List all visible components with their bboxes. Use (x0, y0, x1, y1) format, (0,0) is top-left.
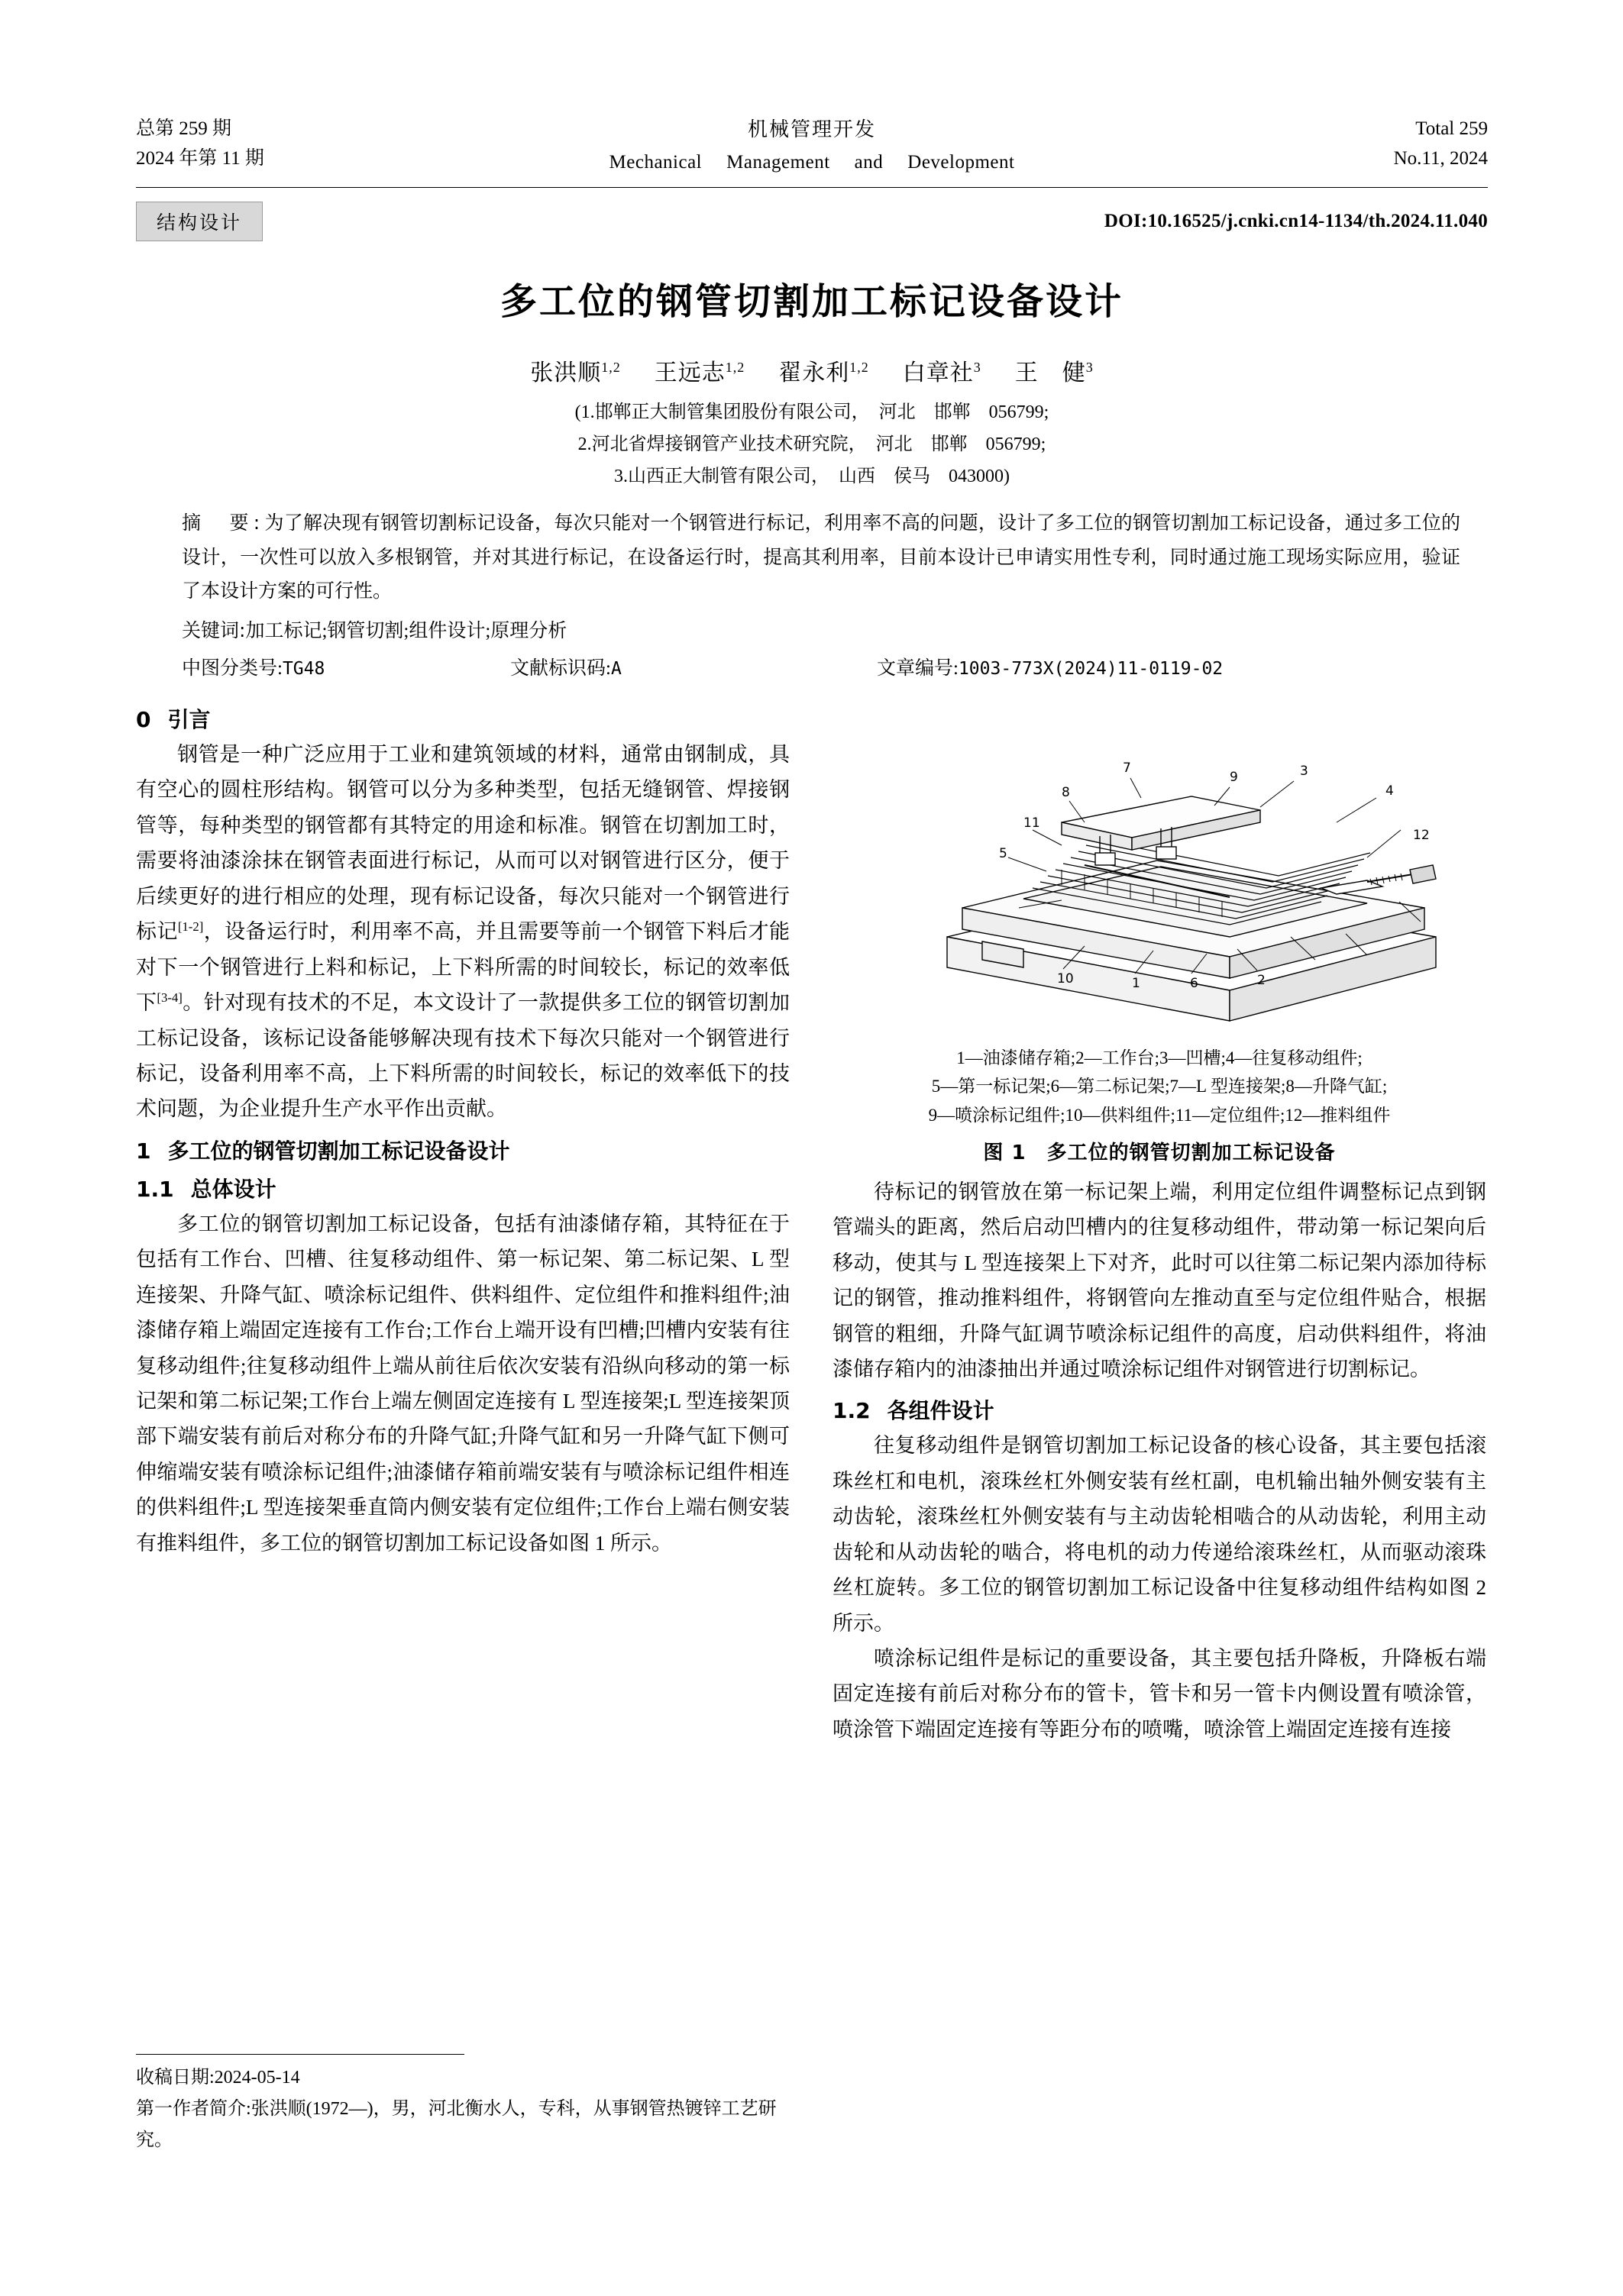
paragraph-overall-design: 多工位的钢管切割加工标记设备，包括有油漆储存箱，其特征在于包括有工作台、凹槽、往复移动组件、第一标记架、第二标记架、L 型连接架、升降气缸、喷涂标记组件、供料组件、定位组件和推料组件;油漆储存箱上端固定连接有工作台;工作台上端开设有凹槽;凹槽内安装有往复移动组件;往复移动组件上端从前往后依次安装有沿纵向移动的第一标记架和第二标记架;工作台上端左侧固定连接有 L 型连接架;L 型连接架顶部下端安装有前后对称分布的升降气缸;升降气缸和另一升降气缸下侧可伸缩端安装有喷涂标记组件;油漆储存箱前端安装有与喷涂标记组件相连的供料组件;L 型连接架垂直筒内侧安装有定位组件;工作台上端右侧安装有推料组件，多工位的钢管切割加工标记设备如图 1 所示。 (136, 1212, 790, 1555)
category-badge: 结构设计 (136, 202, 263, 241)
figure-label-1: 1 (1132, 976, 1140, 992)
author-5-sup: 3 (1085, 360, 1094, 376)
section-1-number: 1 (136, 1138, 151, 1164)
citation-3-4: [3-4] (157, 990, 183, 1006)
author-bio (136, 2094, 793, 2156)
equipment-diagram-svg (833, 708, 1486, 1036)
author-2-name: 王远志 (654, 360, 726, 386)
figure-label-5: 5 (999, 846, 1007, 862)
footnote-divider (136, 2054, 464, 2055)
keywords-text: 加工标记;钢管切割;组件设计;原理分析 (245, 620, 567, 641)
section-1-title: 多工位的钢管切割加工标记设备设计 (167, 1138, 510, 1164)
figure-label-3: 3 (1300, 764, 1308, 780)
paragraph-working-principle: 待标记的钢管放在第一标记架上端，利用定位组件调整标记点到钢管端头的距离，然后启动凹槽内的往复移动组件，带动第一标记架向后移动，使其与 L 型连接架上下对齐，此时可以往第二标记架内添加待标记的钢管，推动推料组件，将钢管向左推动直至与定位组件贴合，根据钢管的粗细，升降气缸调节喷涂标记组件的高度，启动供料组件，将油漆储存箱内的油漆抽出并通过喷涂标记组件对钢管进行切割标记。 (833, 1180, 1486, 1381)
footnotes (136, 2054, 793, 2156)
clc-label: 中图分类号: (182, 658, 283, 680)
paper-title: 多工位的钢管切割加工标记设备设计 (500, 280, 1123, 324)
journal-title-en-w3: and (854, 152, 884, 173)
figure-label-8: 8 (1062, 785, 1070, 801)
doc-code-label: 文献标识码: (510, 658, 611, 680)
author-1-sup: 1,2 (601, 360, 621, 376)
received-date (136, 2062, 793, 2094)
abstract-text: 为了解决现有钢管切割标记设备，每次只能对一个钢管进行标记，利用率不高的问题，设计了多工位的钢管切割加工标记设备，通过多工位的设计，一次性可以放入多根钢管，并对其进行标记，在设备运行时，提高其利用率，目前本设计已申请实用性专利，同时通过施工现场实际应用，验证了本设计方案的可行性。 (182, 513, 1460, 602)
journal-title-en-w1: Mechanical (609, 152, 703, 173)
article-id-label: 文章编号: (877, 658, 959, 680)
article-id-field (877, 653, 1480, 680)
issue-number-en: No.11, 2024 (1393, 147, 1488, 169)
issue-total-en: Total 259 (1415, 118, 1488, 139)
section-heading-0 (136, 703, 790, 734)
section-heading-1-1 (136, 1173, 790, 1203)
paragraph-reciprocating-assembly: 往复移动组件是钢管切割加工标记设备的核心设备，其主要包括滚珠丝杠和电机，滚珠丝杠外侧安装有丝杠副，电机输出轴外侧安装有主动齿轮，滚珠丝杠外侧安装有与主动齿轮相啮合的从动齿轮，利用主动齿轮和从动齿轮的啮合，将电机的动力传递给滚珠丝杠，从而驱动滚珠丝杠旋转。多工位的钢管切割加工标记设备中往复移动组件结构如图 2 所示。 (833, 1434, 1486, 1635)
section-heading-1 (136, 1135, 790, 1165)
figure-legend-line-3: 9—喷涂标记组件;10—供料组件;11—定位组件;12—推料组件 (928, 1105, 1391, 1125)
author-2-sup: 1,2 (725, 360, 745, 376)
header-center (380, 115, 1243, 178)
figure-label-12: 12 (1413, 828, 1430, 844)
received-date-value: 2024-05-14 (214, 2068, 300, 2088)
section-1-2-title: 各组件设计 (887, 1398, 994, 1424)
intro-text-b: ，设备运行时，利用率不高，并且需要等前一个钢管下料后才能对下一个钢管进行上料和标记，上下料所需的时间较长，标记的效率低下 (136, 920, 790, 1015)
figure-1-legend (833, 1044, 1486, 1129)
section-0-title: 引言 (167, 707, 211, 733)
keywords-label: 关键词: (182, 618, 246, 641)
clc-field (182, 653, 510, 680)
author-3-sup: 1,2 (849, 360, 869, 376)
figure-label-9: 9 (1230, 770, 1238, 786)
figure-legend-line-2: 5—第一标记架;6—第二标记架;7—L 型连接架;8—升降气缸; (931, 1077, 1388, 1096)
clc-value: TG48 (282, 659, 325, 680)
category-doi-row (136, 202, 1488, 241)
doi-text: DOI:10.16525/j.cnki.cn14-1134/th.2024.11.040 (1104, 211, 1488, 232)
figure-legend-line-1: 1—油漆储存箱;2—工作台;3—凹槽;4—往复移动组件; (956, 1048, 1363, 1068)
section-1-1-title: 总体设计 (190, 1176, 276, 1202)
article-id-value: 1003-773X(2024)11-0119-02 (958, 659, 1224, 680)
citation-1-2: [1-2] (177, 919, 204, 935)
author-1-name: 张洪顺 (530, 360, 602, 386)
author-5-name: 王 健 (1014, 360, 1086, 386)
journal-title-en-w2: Management (726, 152, 830, 173)
abstract (136, 506, 1488, 609)
intro-text-c: 。针对现有技术的不足，本文设计了一款提供多工位的钢管切割加工标记设备，该标记设备能够解决现有技术下每次只能对一个钢管进行标记，设备利用率不高，上下料所需的时间较长，标记的效率低下的技术问题，为企业提升生产水平作出贡献。 (136, 991, 790, 1121)
author-3 (778, 360, 869, 386)
paragraph-intro (136, 737, 790, 1127)
received-date-label: 收稿日期: (136, 2068, 215, 2088)
figure-label-2: 2 (1257, 973, 1266, 989)
column-right (833, 703, 1486, 1747)
author-3-name: 翟永利 (778, 360, 850, 386)
author-4 (903, 360, 981, 386)
figure-label-7: 7 (1123, 760, 1131, 777)
figure-label-6: 6 (1190, 976, 1198, 992)
header-left (136, 115, 380, 174)
page-content (136, 115, 1488, 1747)
affiliation-2: 2.河北省焊接钢管产业技术研究院， 河北 邯郸 056799; (577, 434, 1046, 455)
figure-1-caption: 图 1 多工位的钢管切割加工标记设备 (983, 1141, 1336, 1164)
journal-header (136, 115, 1488, 178)
column-left (136, 703, 790, 1747)
author-bio-label: 第一作者简介: (136, 2098, 251, 2119)
section-1-1-number: 1.1 (136, 1176, 174, 1202)
paragraph-spray-assembly: 喷涂标记组件是标记的重要设备，其主要包括升降板，升降板右端固定连接有前后对称分布的管卡，管卡和另一管卡内侧设置有喷涂管，喷涂管下端固定连接有等距分布的喷嘴，喷涂管上端固定连接有连接 (833, 1647, 1486, 1741)
header-right (1243, 115, 1488, 174)
journal-title-cn: 机械管理开发 (747, 118, 876, 141)
journal-title-en (380, 148, 1243, 178)
section-0-number: 0 (136, 707, 151, 733)
figure-1-image (833, 708, 1486, 1036)
figure-label-4: 4 (1385, 783, 1394, 799)
intro-text-a: 钢管是一种广泛应用于工业和建筑领域的材料，通常由钢制成，具有空心的圆柱形结构。钢管可以分为多种类型，包括无缝钢管、焊接钢管等，每种类型的钢管都有其特定的用途和标准。钢管在切割加工时，需要将油漆涂抹在钢管表面进行标记，从而可以对钢管进行区分，便于后续更好的进行相应的处理，现有标记设备，每次只能对一个钢管进行标记 (136, 743, 790, 944)
issue-year-cn: 2024 年第 11 期 (136, 147, 264, 169)
section-1-2-number: 1.2 (833, 1398, 871, 1424)
journal-title-en-w4: Development (907, 152, 1015, 173)
author-5 (1015, 360, 1094, 386)
author-bio-value: 张洪顺(1972—)，男，河北衡水人，专科，从事钢管热镀锌工艺研究。 (136, 2098, 777, 2150)
author-1 (530, 360, 621, 386)
author-2 (655, 360, 745, 386)
body-columns (136, 703, 1488, 1747)
abstract-label: 摘 要: (182, 512, 265, 534)
issue-total-cn: 总第 259 期 (136, 118, 232, 139)
author-4-sup: 3 (973, 360, 981, 376)
affiliations (136, 396, 1488, 492)
figure-1 (833, 708, 1486, 1165)
keywords (136, 614, 1488, 649)
author-list (136, 354, 1488, 387)
figure-label-11: 11 (1023, 815, 1040, 832)
doc-code-field (510, 653, 877, 680)
header-divider (136, 187, 1488, 188)
classification-row (136, 653, 1488, 680)
affiliation-3: 3.山西正大制管有限公司， 山西 侯马 043000) (614, 467, 1010, 487)
affiliation-1: (1.邯郸正大制管集团股份有限公司， 河北 邯郸 056799; (574, 402, 1049, 423)
doc-code-value: A (610, 659, 622, 680)
section-heading-1-2 (833, 1394, 1486, 1425)
author-4-name: 白章社 (902, 360, 974, 386)
figure-label-10: 10 (1057, 971, 1074, 987)
